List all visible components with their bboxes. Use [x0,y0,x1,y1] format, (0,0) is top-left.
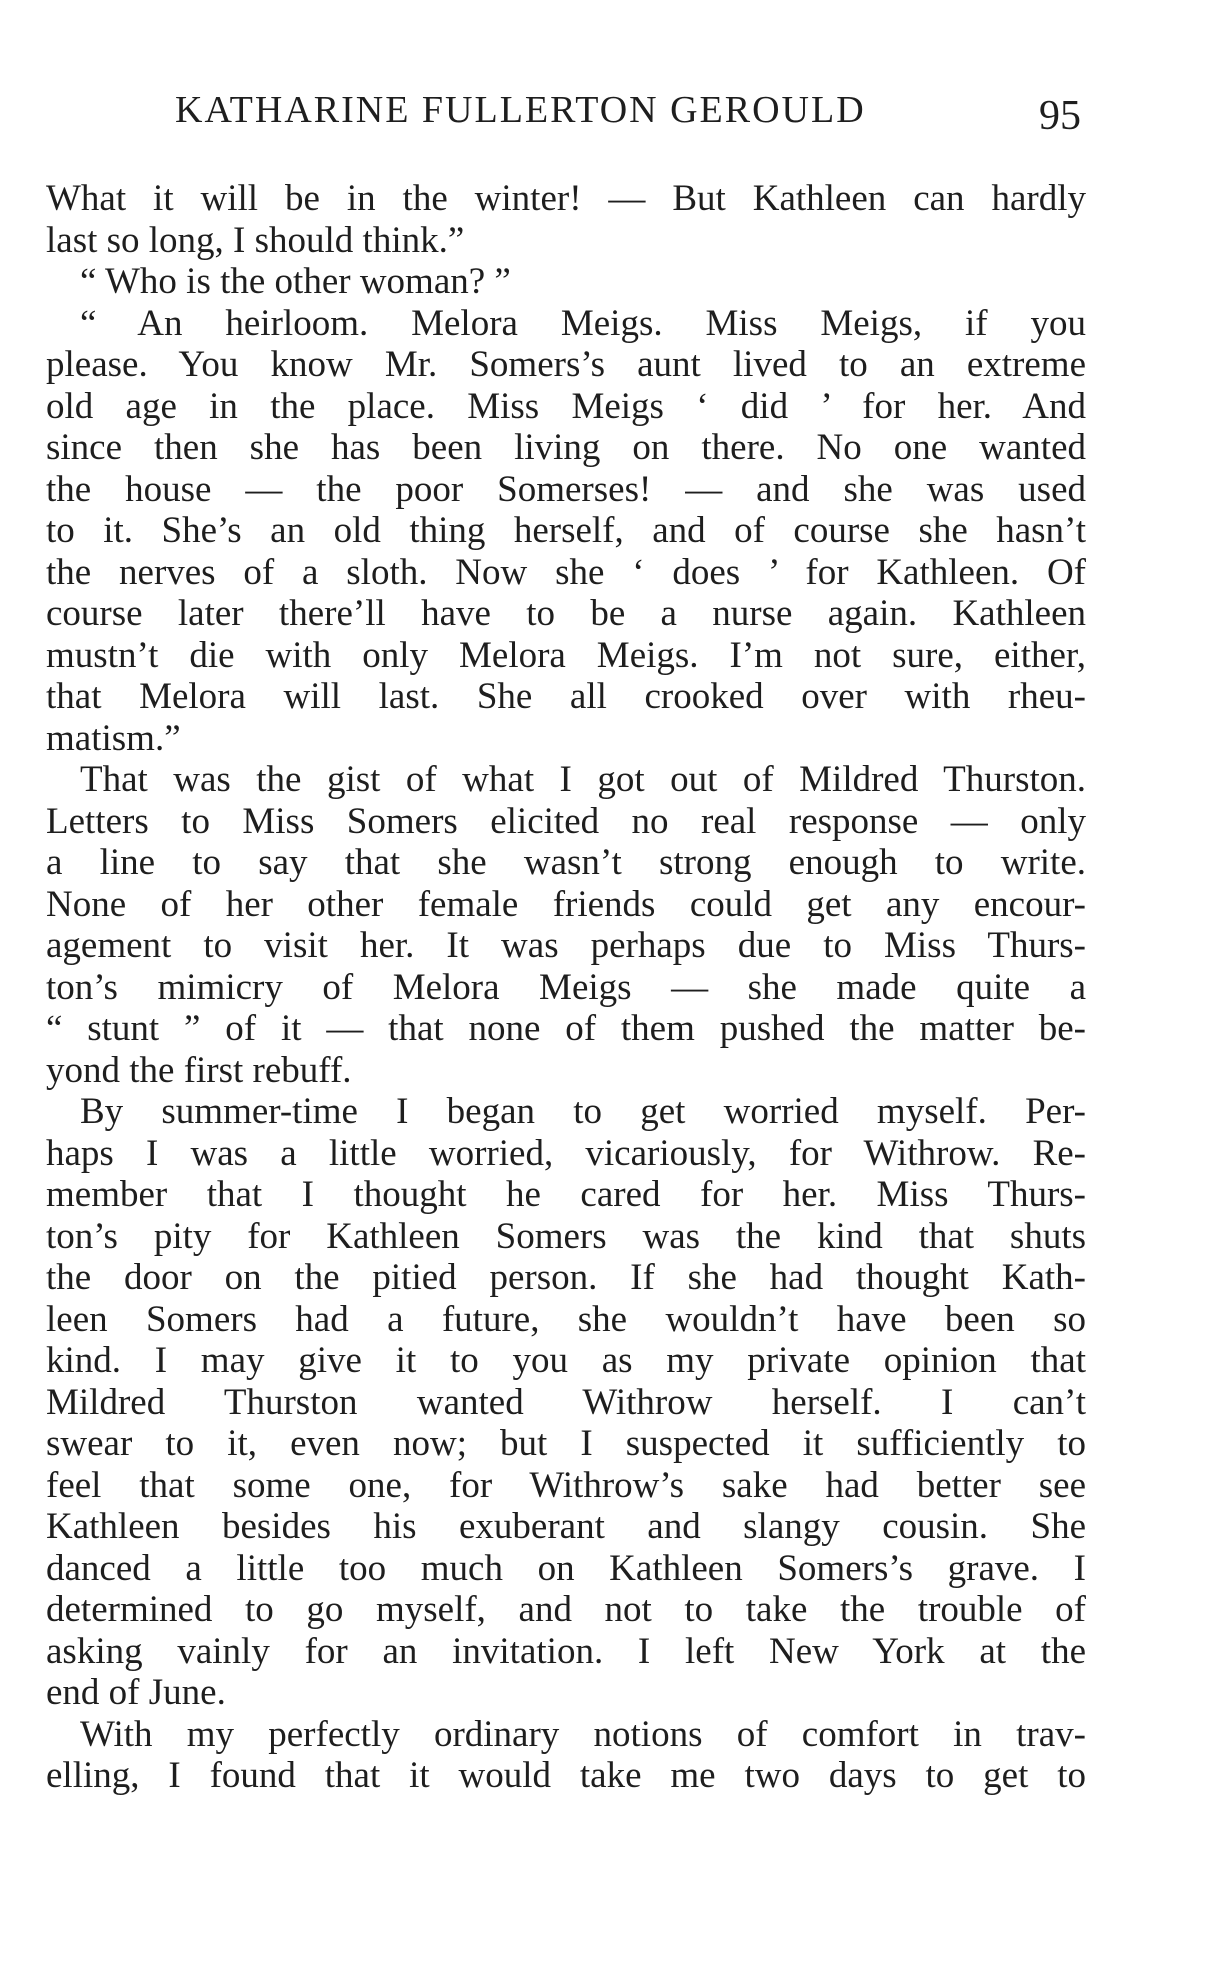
text-line: That was the gist of what I got out of Mildred Thurston. [80,759,1086,800]
text-line: feel that some one, for Withrow’s sake had better see [46,1464,1086,1506]
text-line: ton’s pity for Kathleen Somers was the kind that shuts [46,1215,1086,1257]
text-line: last so long, I should think.” [46,219,465,261]
text-line: a line to say that she wasn’t strong enough to write. [46,842,1086,883]
text-line: leen Somers had a future, she wouldn’t have been so [46,1298,1086,1340]
text-line: end of June. [46,1672,226,1713]
text-line: Letters to Miss Somers elicited no real response — only [46,800,1086,842]
text-line: “ Who is the other woman? ” [80,261,511,302]
text-line: Mildred Thurston wanted Withrow herself. I can’t [46,1381,1086,1423]
text-line: determined to go myself, and not to take the trouble of [46,1589,1086,1630]
text-line: please. You know Mr. Somers’s aunt lived to an extreme [46,344,1086,385]
text-line: “ An heirloom. Melora Meigs. Miss Meigs, if you [80,302,1086,344]
page-number: 95 [1039,93,1081,139]
text-line: danced a little too much on Kathleen Somers’s grave. I [46,1547,1086,1589]
text-line: old age in the place. Miss Meigs ‘ did ’ for her. And [46,385,1086,427]
text-line: None of her other female friends could get any encour- [46,883,1086,925]
text-line: agement to visit her. It was perhaps due to Miss Thurs- [46,925,1086,966]
text-line: the nerves of a sloth. Now she ‘ does ’ for Kathleen. Of [46,551,1086,593]
text-line: that Melora will last. She all crooked over with rheu- [46,676,1086,717]
text-line: the house — the poor Somerses! — and she was used [46,468,1086,510]
text-line: Kathleen besides his exuberant and slangy cousin. She [46,1506,1086,1547]
text-line: “ stunt ” of it — that none of them pushed the matter be- [46,1008,1086,1049]
text-line: haps I was a little worried, vicariously, for Withrow. Re- [46,1132,1086,1174]
text-line: mustn’t die with only Melora Meigs. I’m not sure, either, [46,634,1086,676]
running-head [175,88,1081,144]
text-line: ton’s mimicry of Melora Meigs — she made quite a [46,966,1086,1008]
text-line: With my perfectly ordinary notions of comfort in trav- [80,1713,1086,1755]
text-line: yond the first rebuff. [46,1049,352,1091]
text-line: matism.” [46,717,181,759]
body-text [46,178,1086,1797]
text-line: What it will be in the winter! — But Kathleen can hardly [46,178,1086,219]
text-line: swear to it, even now; but I suspected it sufficiently to [46,1423,1086,1464]
text-line: asking vainly for an invitation. I left New York at the [46,1630,1086,1672]
text-line: course later there’ll have to be a nurse again. Kathleen [46,593,1086,634]
text-line: to it. She’s an old thing herself, and of course she hasn’t [46,510,1086,551]
text-line: By summer-time I began to get worried myself. Per- [80,1091,1086,1132]
text-line: since then she has been living on there. No one wanted [46,427,1086,468]
text-line: elling, I found that it would take me two days to get to [46,1755,1086,1796]
text-line: the door on the pitied person. If she had thought Kath- [46,1257,1086,1298]
text-line: kind. I may give it to you as my private opinion that [46,1340,1086,1381]
text-line: member that I thought he cared for her. Miss Thurs- [46,1174,1086,1215]
running-title: KATHARINE FULLERTON GEROULD [175,89,866,131]
